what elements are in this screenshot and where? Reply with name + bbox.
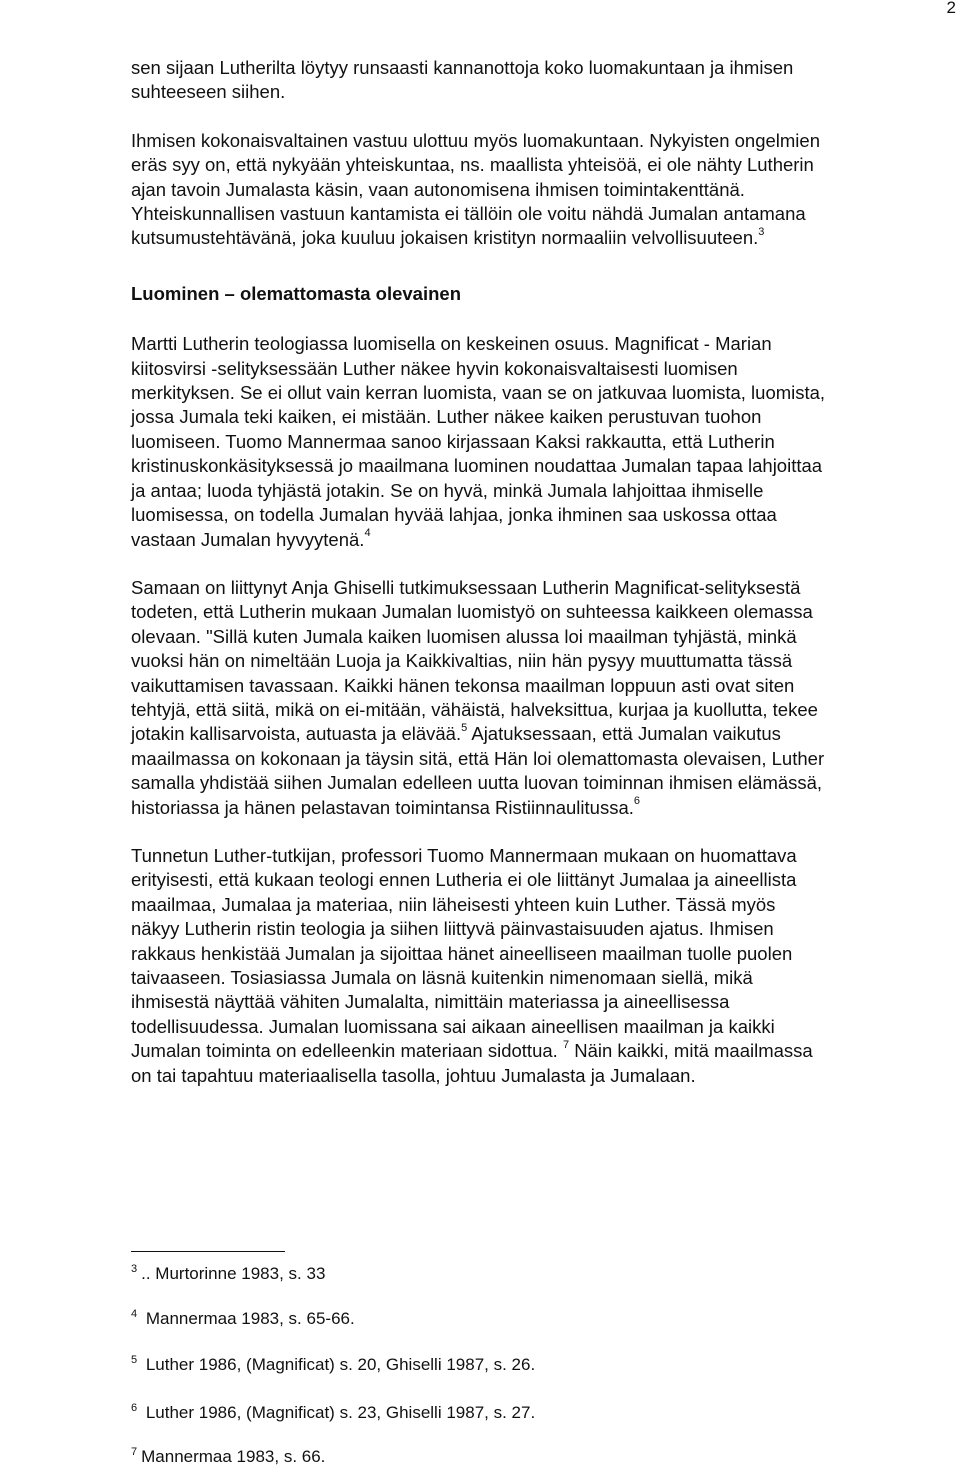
text-line: ajan tavoin Jumalasta käsin, vaan autonomisena ihmisen toimintakenttänä. [131, 178, 745, 200]
text-line: todeten, että Lutherin mukaan Jumalan luomistyö on suhteessa kaikkeen olemassa [131, 601, 813, 623]
text-line: Jumalan toiminta on edelleenkin materiaan sidottua. [131, 1040, 563, 1062]
footnote-number: 7 [131, 1446, 138, 1459]
footnote-6 [131, 1403, 535, 1423]
footnote-text: Mannermaa 1983, s. 66. [141, 1447, 326, 1466]
footnote-number: 3 [131, 1263, 138, 1276]
page-number: 2 [946, 0, 956, 17]
text-line: jossa Jumala teki kaiken, ei mistään. Luther näkee kaiken perustuvan tuohon [131, 406, 762, 428]
text-line: luomiseen. Tuomo Mannermaa sanoo kirjassaan Kaksi rakkautta, että Lutherin [131, 430, 775, 452]
footnote-ref-6[interactable]: 6 [633, 795, 640, 808]
footnote-text: Mannermaa 1983, s. 65-66. [141, 1309, 355, 1328]
paragraph-ghiselli [131, 576, 951, 820]
paragraph-creation [131, 332, 951, 552]
text-line: sen sijaan Lutherilta löytyy runsaasti kannanottoja koko luomakuntaan ja ihmisen [131, 57, 794, 78]
text-line: vuoksi hän on nimeltään Luoja ja Kaikkivaltias, niin hän pysyy muuttumatta tässä [131, 650, 793, 672]
text-line: vastaan Jumalan hyvyytenä. [131, 528, 365, 550]
text-line: ihmisestä näyttää vähiten Jumalalta, nimittäin materiassa ja aineellisessa [131, 991, 730, 1013]
text-line: eräs syy on, että nykyään yhteiskuntaa, ns. maallista yhteisöä, ei ole nähty Lutherin [131, 154, 814, 176]
paragraph-mannermaa [131, 844, 951, 1088]
text-line: Tunnetun Luther-tutkijan, professori Tuomo Mannermaan mukaan on huomattava [131, 844, 797, 866]
text-line: maailmaa, Jumalaa ja materiaa, niin läheisesti yhteen kuin Luther. Tässä myös [131, 893, 776, 915]
text-line: vaikuttamisen tavassaan. Kaikki hänen tekonsa maailman loppuun asti ovat siten [131, 674, 795, 696]
footnote-ref-3[interactable]: 3 [758, 226, 765, 239]
text-line: jotakin kallisarvoista, autuasta ja elävää. [131, 723, 462, 745]
text-line: kristinuskonkäsityksessä jo maailmana luominen noudattaa Jumalan tapaa lahjoittaa [131, 455, 823, 477]
footnote-5 [131, 1355, 535, 1375]
footnote-4 [131, 1309, 355, 1329]
text-line: merkityksen. Se ei ollut vain kerran luomista, vaan se on jatkuvaa luomista, luomista, [131, 382, 826, 404]
text-line: on tai tapahtuu materiaalisella tasolla, johtuu Jumalasta ja Jumalaan. [131, 1064, 696, 1086]
text-line: todellisuudessa. Jumalan luomissana sai aikaan aineellisen maailman ja kaikki [131, 1015, 775, 1037]
text-line: historiassa ja hänen pelastavan toimintansa Ristiinnaulitussa. [131, 796, 634, 818]
footnote-number: 5 [131, 1354, 138, 1367]
paragraph-intro [131, 56, 951, 105]
text-line: samalla yhdistää siihen Jumalan edelleen uutta luovan toiminnan ihmisen elämässä, [131, 772, 823, 794]
text-line: Martti Lutherin teologiassa luomisella on keskeinen osuus. Magnificat - Marian [131, 333, 772, 355]
text-line: suhteeseen siihen. [131, 81, 286, 103]
text-line: luomisessa, on todella Jumalan hyvää lahjaa, jonka ihminen saa uskossa ottaa [131, 504, 777, 526]
footnote-ref-7[interactable]: 7 [562, 1039, 570, 1052]
text-line: maailmassa on kokonaan ja täysin sitä, että Hän loi olemattomasta olevaisen, Luther [131, 747, 825, 769]
footnote-text: Luther 1986, (Magnificat) s. 23, Ghiselli 1987, s. 27. [141, 1403, 536, 1422]
text-line: Ihmisen kokonaisvaltainen vastuu ulottuu myös luomakuntaan. Nykyisten ongelmien [131, 129, 820, 151]
text-line: kiitosvirsi -selityksessään Luther näkee hyvin kokonaisvaltaisesti luomisen [131, 357, 738, 379]
text-line: olevaan. "Sillä kuten Jumala kaiken luomisen alussa loi maailman tyhjästä, minkä [131, 625, 797, 647]
footnote-7 [131, 1447, 325, 1467]
text-line: rakkaus henkistää Jumalan ja sijoittaa hänet aineelliseen maailman tuolle puolen [131, 942, 793, 964]
section-heading: Luominen – olemattomasta olevainen [131, 282, 461, 304]
footnote-text: Luther 1986, (Magnificat) s. 20, Ghiselli 1987, s. 26. [141, 1355, 536, 1374]
footnote-separator [131, 1251, 285, 1252]
footnote-number: 4 [131, 1308, 138, 1321]
text-line: Samaan on liittynyt Anja Ghiselli tutkimuksessaan Lutherin Magnificat-selityksestä [131, 576, 801, 598]
text-line: Yhteiskunnallisen vastuun kantamista ei tällöin ole voitu nähdä Jumalan antamana [131, 203, 806, 225]
text-line: näkyy Lutherin ristin teologia ja siihen liittyvä päinvastaisuuden ajatus. Ihmisen [131, 918, 774, 940]
text-line: tehtyjä, että siitä, mikä on ei-mitään, vähäistä, halveksittua, kurjaa ja kuollutta, tekee [131, 698, 818, 720]
paragraph-responsibility [131, 129, 951, 251]
footnote-ref-5[interactable]: 5 [461, 722, 468, 735]
text-line: taivaaseen. Tosiasiassa Jumala on läsnä kuitenkin nimenomaan siellä, mikä [131, 967, 753, 988]
document-body [131, 56, 951, 1088]
footnote-text: .. Murtorinne 1983, s. 33 [141, 1264, 326, 1283]
text-line: kutsumustehtävänä, joka kuuluu jokaisen kristityn normaaliin velvollisuuteen. [131, 227, 759, 249]
footnote-number: 6 [131, 1402, 138, 1415]
text-line: erityisesti, että kukaan teologi ennen Lutheria ei ole liittänyt Jumalaa ja aineellista [131, 869, 797, 891]
footnote-ref-4[interactable]: 4 [364, 527, 371, 540]
text-line: ja antaa; luoda tyhjästä jotakin. Se on hyvä, minkä Jumala lahjoittaa ihmiselle [131, 479, 764, 501]
text-line: Ajatuksessaan, että Jumalan vaikutus [467, 723, 781, 745]
footnote-3 [131, 1264, 325, 1284]
text-line: Näin kaikki, mitä maailmassa [569, 1040, 813, 1062]
